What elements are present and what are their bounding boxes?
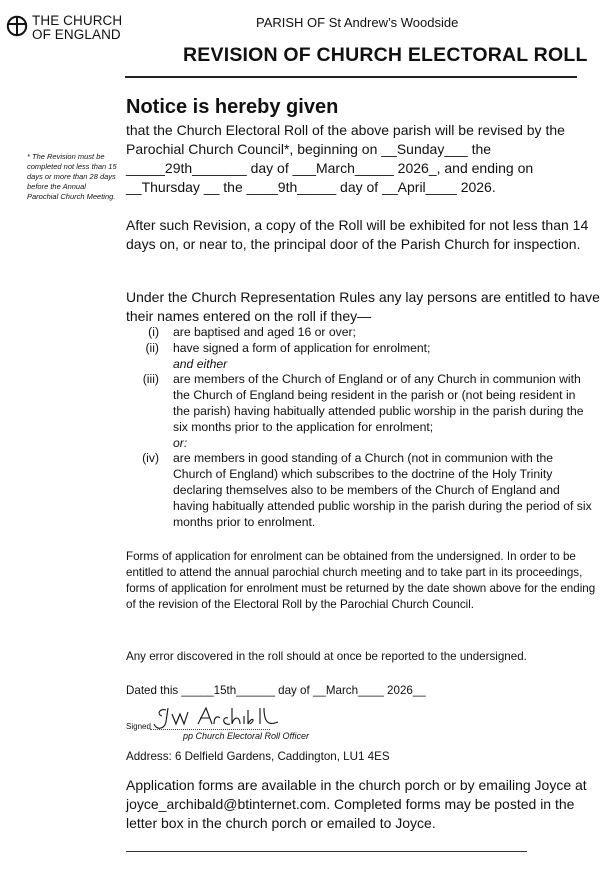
condition-number: (ii) bbox=[145, 340, 159, 355]
cross-circle-icon bbox=[6, 15, 28, 37]
notice-line-2: Parochial Church Council*, beginning on __Sunday___ the bbox=[126, 141, 492, 157]
rules-intro-paragraph: Under the Church Representation Rules any lay persons are entitled to have their names entered on the roll if they— bbox=[126, 289, 600, 324]
parish-name: PARISH OF St Andrew’s Woodside bbox=[256, 15, 459, 30]
document-title: REVISION OF CHURCH ELECTORAL ROLL bbox=[183, 44, 588, 66]
logo-line-2: OF ENGLAND bbox=[32, 27, 121, 42]
dated-line: Dated this _____15th______ day of __March____ 2026__ bbox=[126, 684, 426, 697]
condition-number: (iii) bbox=[142, 372, 159, 387]
condition-item bbox=[135, 372, 595, 451]
forms-paragraph: Forms of application for enrolment can be obtained from the undersigned. In order to be entitled to attend the annual parochial church meeting and to take part in its proceedings, forms of application for enrolment must be returned by the date shown above for the ending of the revision of the Electoral Roll by the Parochial Church Council. bbox=[126, 550, 596, 611]
condition-text: are baptised and aged 16 or over; bbox=[173, 325, 356, 339]
condition-item bbox=[135, 451, 595, 530]
revision-footnote: * The Revision must be completed not less than 15 days or more than 28 days before the Annual Parochial Church Meeting. bbox=[27, 152, 117, 201]
signed-label: Signed bbox=[126, 722, 151, 731]
notice-line-4: __Thursday __ the ____9th_____ day of __April____ 2026. bbox=[126, 179, 496, 195]
logo-line-1: THE CHURCH bbox=[32, 13, 123, 28]
signer-role: pp Church Electoral Roll Officer bbox=[183, 731, 310, 741]
conditions-list bbox=[135, 325, 595, 530]
condition-text: are members of the Church of England or of any Church in communion with the Church of England being resident in the parish or (not being resident in the parish) having habitually attended public worship in the parish during the six months prior to the application for enrolment; bbox=[173, 372, 584, 434]
handwritten-signature bbox=[152, 702, 282, 734]
after-revision-paragraph: After such Revision, a copy of the Roll will be exhibited for not less than 14 days on, or near to, the principal door of the Parish Church for inspection. bbox=[126, 217, 589, 252]
error-paragraph: Any error discovered in the roll should at once be reported to the undersigned. bbox=[126, 650, 527, 663]
notice-line-1: that the Church Electoral Roll of the above parish will be revised by the bbox=[126, 122, 565, 138]
notice-heading: Notice is hereby given bbox=[126, 96, 339, 118]
application-info-paragraph: Application forms are available in the church porch or by emailing Joyce at joyce_archibald@btinternet.com. Completed forms may be posted in the letter box in the church porch or emailed to Joyce. bbox=[126, 777, 587, 831]
notice-line-3: _____29th_______ day of ___March_____ 2026_, and ending on bbox=[126, 160, 534, 176]
church-of-england-logo bbox=[6, 14, 122, 42]
condition-connector: and either bbox=[173, 356, 228, 371]
title-divider bbox=[125, 76, 577, 78]
notice-dates bbox=[126, 121, 596, 197]
condition-text: are members in good standing of a Church (not in communion with the Church of England) which subscribes to the doctrine of the Holy Trinity declaring themselves also to be members of the Church of England and having habitually attended public worship in the parish during the period of six months prior to enrolment. bbox=[173, 451, 592, 529]
condition-connector: or: bbox=[173, 435, 188, 450]
condition-number: (iv) bbox=[142, 451, 159, 466]
closing-divider bbox=[126, 851, 527, 852]
condition-item bbox=[135, 325, 595, 341]
logo-wordmark bbox=[32, 14, 122, 42]
condition-item bbox=[135, 341, 595, 373]
condition-text: have signed a form of application for enrolment; bbox=[173, 340, 431, 355]
condition-number: (i) bbox=[148, 325, 159, 339]
address-line: Address: 6 Delfield Gardens, Caddington, LU1 4ES bbox=[126, 750, 390, 763]
